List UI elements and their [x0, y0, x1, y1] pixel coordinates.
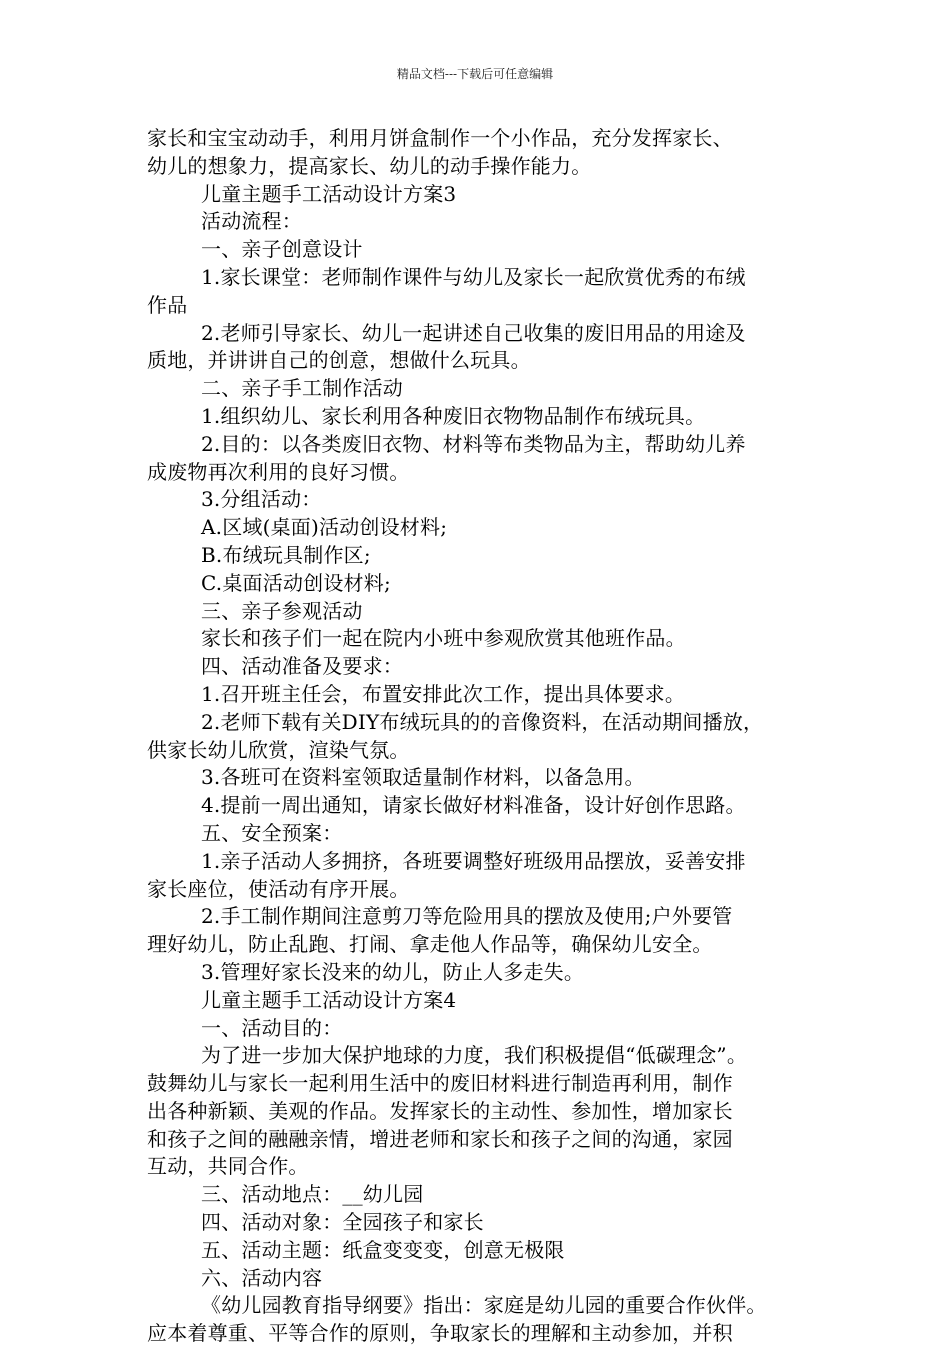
text-line: 四、活动对象：全园孩子和家长 [201, 1210, 484, 1235]
text-line: 家长和孩子们一起在院内小班中参观欣赏其他班作品。 [201, 626, 686, 651]
text-line: 1.亲子活动人多拥挤，各班要调整好班级用品摆放，妥善安排 [201, 848, 746, 873]
text-line: 2.老师引导家长、幼儿一起讲述自己收集的废旧用品的用途及 [201, 320, 746, 345]
text-line: 活动流程： [201, 209, 302, 234]
text-line: 2.目的：以各类废旧衣物、材料等布类物品为主，帮助幼儿养 [201, 431, 746, 456]
text-line: 家长和宝宝动动手，利用月饼盒制作一个小作品，充分发挥家长、 [147, 126, 733, 150]
text-line: C.桌面活动创设材料; [201, 570, 391, 595]
text-line: 1.家长课堂：老师制作课件与幼儿及家长一起欣赏优秀的布绒 [201, 264, 746, 289]
text-line: 3.管理好家长没来的幼儿，防止人多走失。 [201, 959, 585, 984]
text-line: 儿童主题手工活动设计方案3 [201, 181, 457, 206]
text-line: 儿童主题手工活动设计方案4 [201, 987, 457, 1012]
text-line: 2.手工制作期间注意剪刀等危险用具的摆放及使用;户外要管 [201, 904, 733, 929]
text-line: 六、活动内容 [201, 1265, 323, 1290]
text-line: 3.各班可在资料室领取适量制作材料，以备急用。 [201, 765, 645, 790]
text-line: 一、亲子创意设计 [201, 237, 363, 262]
text-line: A.区域(桌面)活动创设材料; [201, 515, 448, 540]
text-line: 2.老师下载有关DIY布绒玩具的的音像资料，在活动期间播放， [201, 709, 764, 734]
text-line: 1.组织幼儿、家长利用各种废旧衣物物品制作布绒玩具。 [201, 403, 706, 428]
text-line: 五、活动主题：纸盒变变变，创意无极限 [201, 1237, 565, 1262]
text-line: 1.召开班主任会，布置安排此次工作，提出具体要求。 [201, 681, 686, 706]
text-line: 互动，共同合作。 [147, 1154, 309, 1179]
text-line: 作品 [147, 292, 188, 317]
text-line: 四、活动准备及要求： [201, 654, 403, 679]
text-line: 成废物再次利用的良好习惯。 [147, 459, 410, 484]
text-line: 出各种新颖、美观的作品。发挥家长的主动性、参加性，增加家长 [147, 1098, 733, 1123]
text-line: 供家长幼儿欣赏，渲染气氛。 [147, 737, 410, 762]
text-line: B.布绒玩具制作区; [201, 542, 371, 567]
text-line: 幼儿的想象力，提高家长、幼儿的动手操作能力。 [147, 153, 592, 178]
page-header: 精品文档---下载后可任意编辑 [396, 67, 554, 81]
text-line: 一、活动目的： [201, 1015, 343, 1040]
text-line: 二、亲子手工制作活动 [201, 376, 403, 401]
document-body [147, 125, 830, 1348]
text-line: 理好幼儿，防止乱跑、打闹、拿走他人作品等，确保幼儿安全。 [147, 932, 713, 957]
text-line: 《幼儿园教育指导纲要》指出：家庭是幼儿园的重要合作伙伴。 [201, 1293, 767, 1318]
text-line: 为了进一步加大保护地球的力度，我们积极提倡“低碳理念”。 [201, 1043, 748, 1068]
text-line: 家长座位，使活动有序开展。 [147, 876, 410, 901]
text-line: 质地，并讲讲自己的创意，想做什么玩具。 [147, 348, 531, 373]
text-line: 4.提前一周出通知，请家长做好材料准备，设计好创作思路。 [201, 793, 746, 818]
text-line: 应本着尊重、平等合作的原则，争取家长的理解和主动参加，并积 [147, 1321, 733, 1346]
text-line: 五、安全预案： [201, 820, 343, 845]
text-line: 3.分组活动： [201, 487, 322, 512]
text-line: 和孩子之间的融融亲情，增进老师和家长和孩子之间的沟通，家园 [147, 1126, 733, 1151]
text-line: 三、活动地点：__幼儿园 [201, 1182, 424, 1207]
text-line: 鼓舞幼儿与家长一起利用生活中的废旧材料进行制造再利用，制作 [147, 1071, 733, 1096]
text-line: 三、亲子参观活动 [201, 598, 363, 623]
